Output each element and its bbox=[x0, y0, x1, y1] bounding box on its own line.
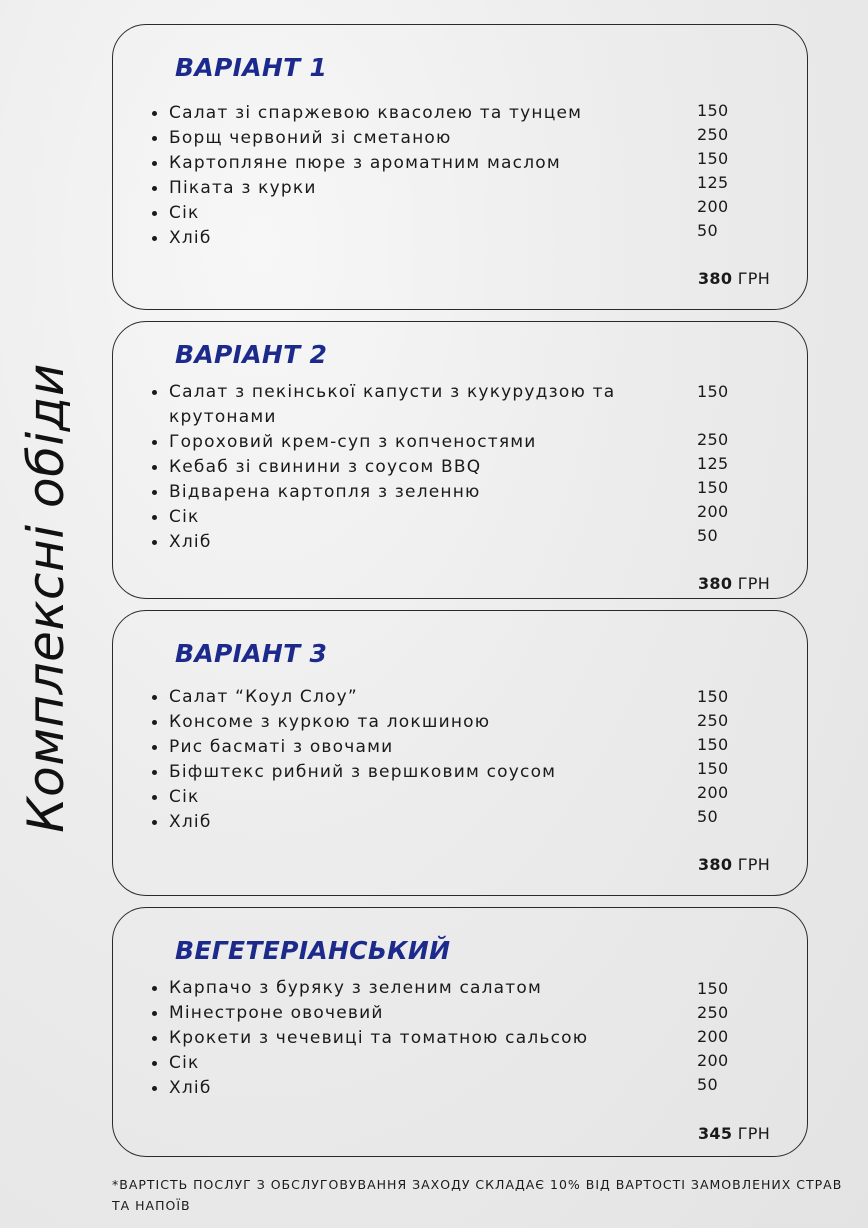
dish-item: Салат “Коул Слоу” bbox=[151, 685, 641, 710]
dish-weight: 50 bbox=[697, 1075, 718, 1094]
menu-price bbox=[698, 574, 770, 593]
dish-item: Рис басматі з овочами bbox=[151, 735, 641, 760]
dish-list bbox=[151, 380, 641, 555]
menu-card-title: ВЕГЕТЕРІАНСЬКИЙ bbox=[175, 936, 451, 965]
price-currency: ГРН bbox=[737, 855, 771, 874]
menu-card-variant-3 bbox=[112, 610, 808, 896]
dish-item: Салат з пекінської капусти з кукурудзою та крутонами bbox=[151, 380, 641, 430]
dish-item: Відварена картопля з зеленню bbox=[151, 480, 641, 505]
weight-list bbox=[697, 685, 728, 829]
dish-item: Хліб bbox=[151, 530, 641, 555]
price-value: 380 bbox=[698, 269, 733, 288]
dish-item: Борщ червоний зі сметаною bbox=[151, 126, 641, 151]
dish-weight: 250 bbox=[697, 711, 729, 730]
dish-item: Картопляне пюре з ароматним маслом bbox=[151, 151, 641, 176]
menu-card-title: ВАРІАНТ 3 bbox=[175, 639, 328, 668]
dish-weight: 150 bbox=[697, 979, 729, 998]
service-charge-footnote: *ВАРТІСТЬ ПОСЛУГ З ОБСЛУГОВУВАННЯ ЗАХОДУ СКЛАДАЄ 10% ВІД ВАРТОСТІ ЗАМОВЛЕНИХ СТРАВ ТА НАПОЇВ bbox=[112, 1177, 843, 1213]
price-value: 380 bbox=[698, 855, 733, 874]
dish-item: Сік bbox=[151, 505, 641, 530]
dish-list bbox=[151, 685, 641, 835]
dish-weight: 200 bbox=[697, 1027, 729, 1046]
dish-weight: 150 bbox=[697, 149, 729, 168]
price-currency: ГРН bbox=[737, 269, 771, 288]
menu-card-title: ВАРІАНТ 1 bbox=[175, 53, 328, 82]
dish-weight: 200 bbox=[697, 783, 729, 802]
dish-weight: 250 bbox=[697, 430, 729, 449]
weight-list bbox=[697, 977, 728, 1097]
dish-weight: 150 bbox=[697, 382, 729, 401]
dish-weight: 150 bbox=[697, 478, 729, 497]
dish-item: Хліб bbox=[151, 1076, 641, 1101]
dish-item: Карпачо з буряку з зеленим салатом bbox=[151, 976, 641, 1001]
price-value: 345 bbox=[698, 1124, 733, 1143]
dish-weight: 200 bbox=[697, 502, 729, 521]
dish-weight: 125 bbox=[697, 454, 729, 473]
dish-weight: 50 bbox=[697, 807, 718, 826]
dish-item: Крокети з чечевиці та томатною сальсою bbox=[151, 1026, 641, 1051]
dish-item: Сік bbox=[151, 785, 641, 810]
weight-list bbox=[697, 380, 728, 548]
menu-card-variant-1 bbox=[112, 24, 808, 310]
dish-item: Консоме з куркою та локшиною bbox=[151, 710, 641, 735]
dish-list bbox=[151, 976, 641, 1101]
dish-weight: 150 bbox=[697, 687, 729, 706]
dish-weight: 150 bbox=[697, 101, 729, 120]
dish-item: Піката з курки bbox=[151, 176, 641, 201]
dish-weight: 50 bbox=[697, 221, 718, 240]
menu-price bbox=[698, 855, 770, 874]
dish-item: Сік bbox=[151, 1051, 641, 1076]
dish-weight: 150 bbox=[697, 759, 729, 778]
menu-price bbox=[698, 1124, 770, 1143]
dish-item: Біфштекс рибний з вершковим соусом bbox=[151, 760, 641, 785]
dish-item: Гороховий крем-суп з копченостями bbox=[151, 430, 641, 455]
menu-card-title: ВАРІАНТ 2 bbox=[175, 340, 328, 369]
dish-weight: 150 bbox=[697, 735, 729, 754]
price-value: 380 bbox=[698, 574, 733, 593]
dish-item: Салат зі спаржевою квасолею та тунцем bbox=[151, 101, 641, 126]
menu-card-vegetarian bbox=[112, 907, 808, 1157]
dish-list bbox=[151, 101, 641, 251]
dish-item: Мінестроне овочевий bbox=[151, 1001, 641, 1026]
dish-weight: 200 bbox=[697, 1051, 729, 1070]
dish-weight: 200 bbox=[697, 197, 729, 216]
dish-item: Хліб bbox=[151, 226, 641, 251]
dish-weight: 250 bbox=[697, 1003, 729, 1022]
dish-weight: 250 bbox=[697, 125, 729, 144]
price-currency: ГРН bbox=[737, 1124, 771, 1143]
menu-price bbox=[698, 269, 770, 288]
price-currency: ГРН bbox=[737, 574, 771, 593]
menu-card-variant-2 bbox=[112, 321, 808, 599]
dish-item: Хліб bbox=[151, 810, 641, 835]
dish-weight: 125 bbox=[697, 173, 729, 192]
weight-list bbox=[697, 99, 728, 243]
dish-weight: 50 bbox=[697, 526, 718, 545]
dish-item: Кебаб зі свинини з соусом BBQ bbox=[151, 455, 641, 480]
dish-item: Сік bbox=[151, 201, 641, 226]
page-side-title: Комплексні обіди bbox=[17, 363, 75, 833]
